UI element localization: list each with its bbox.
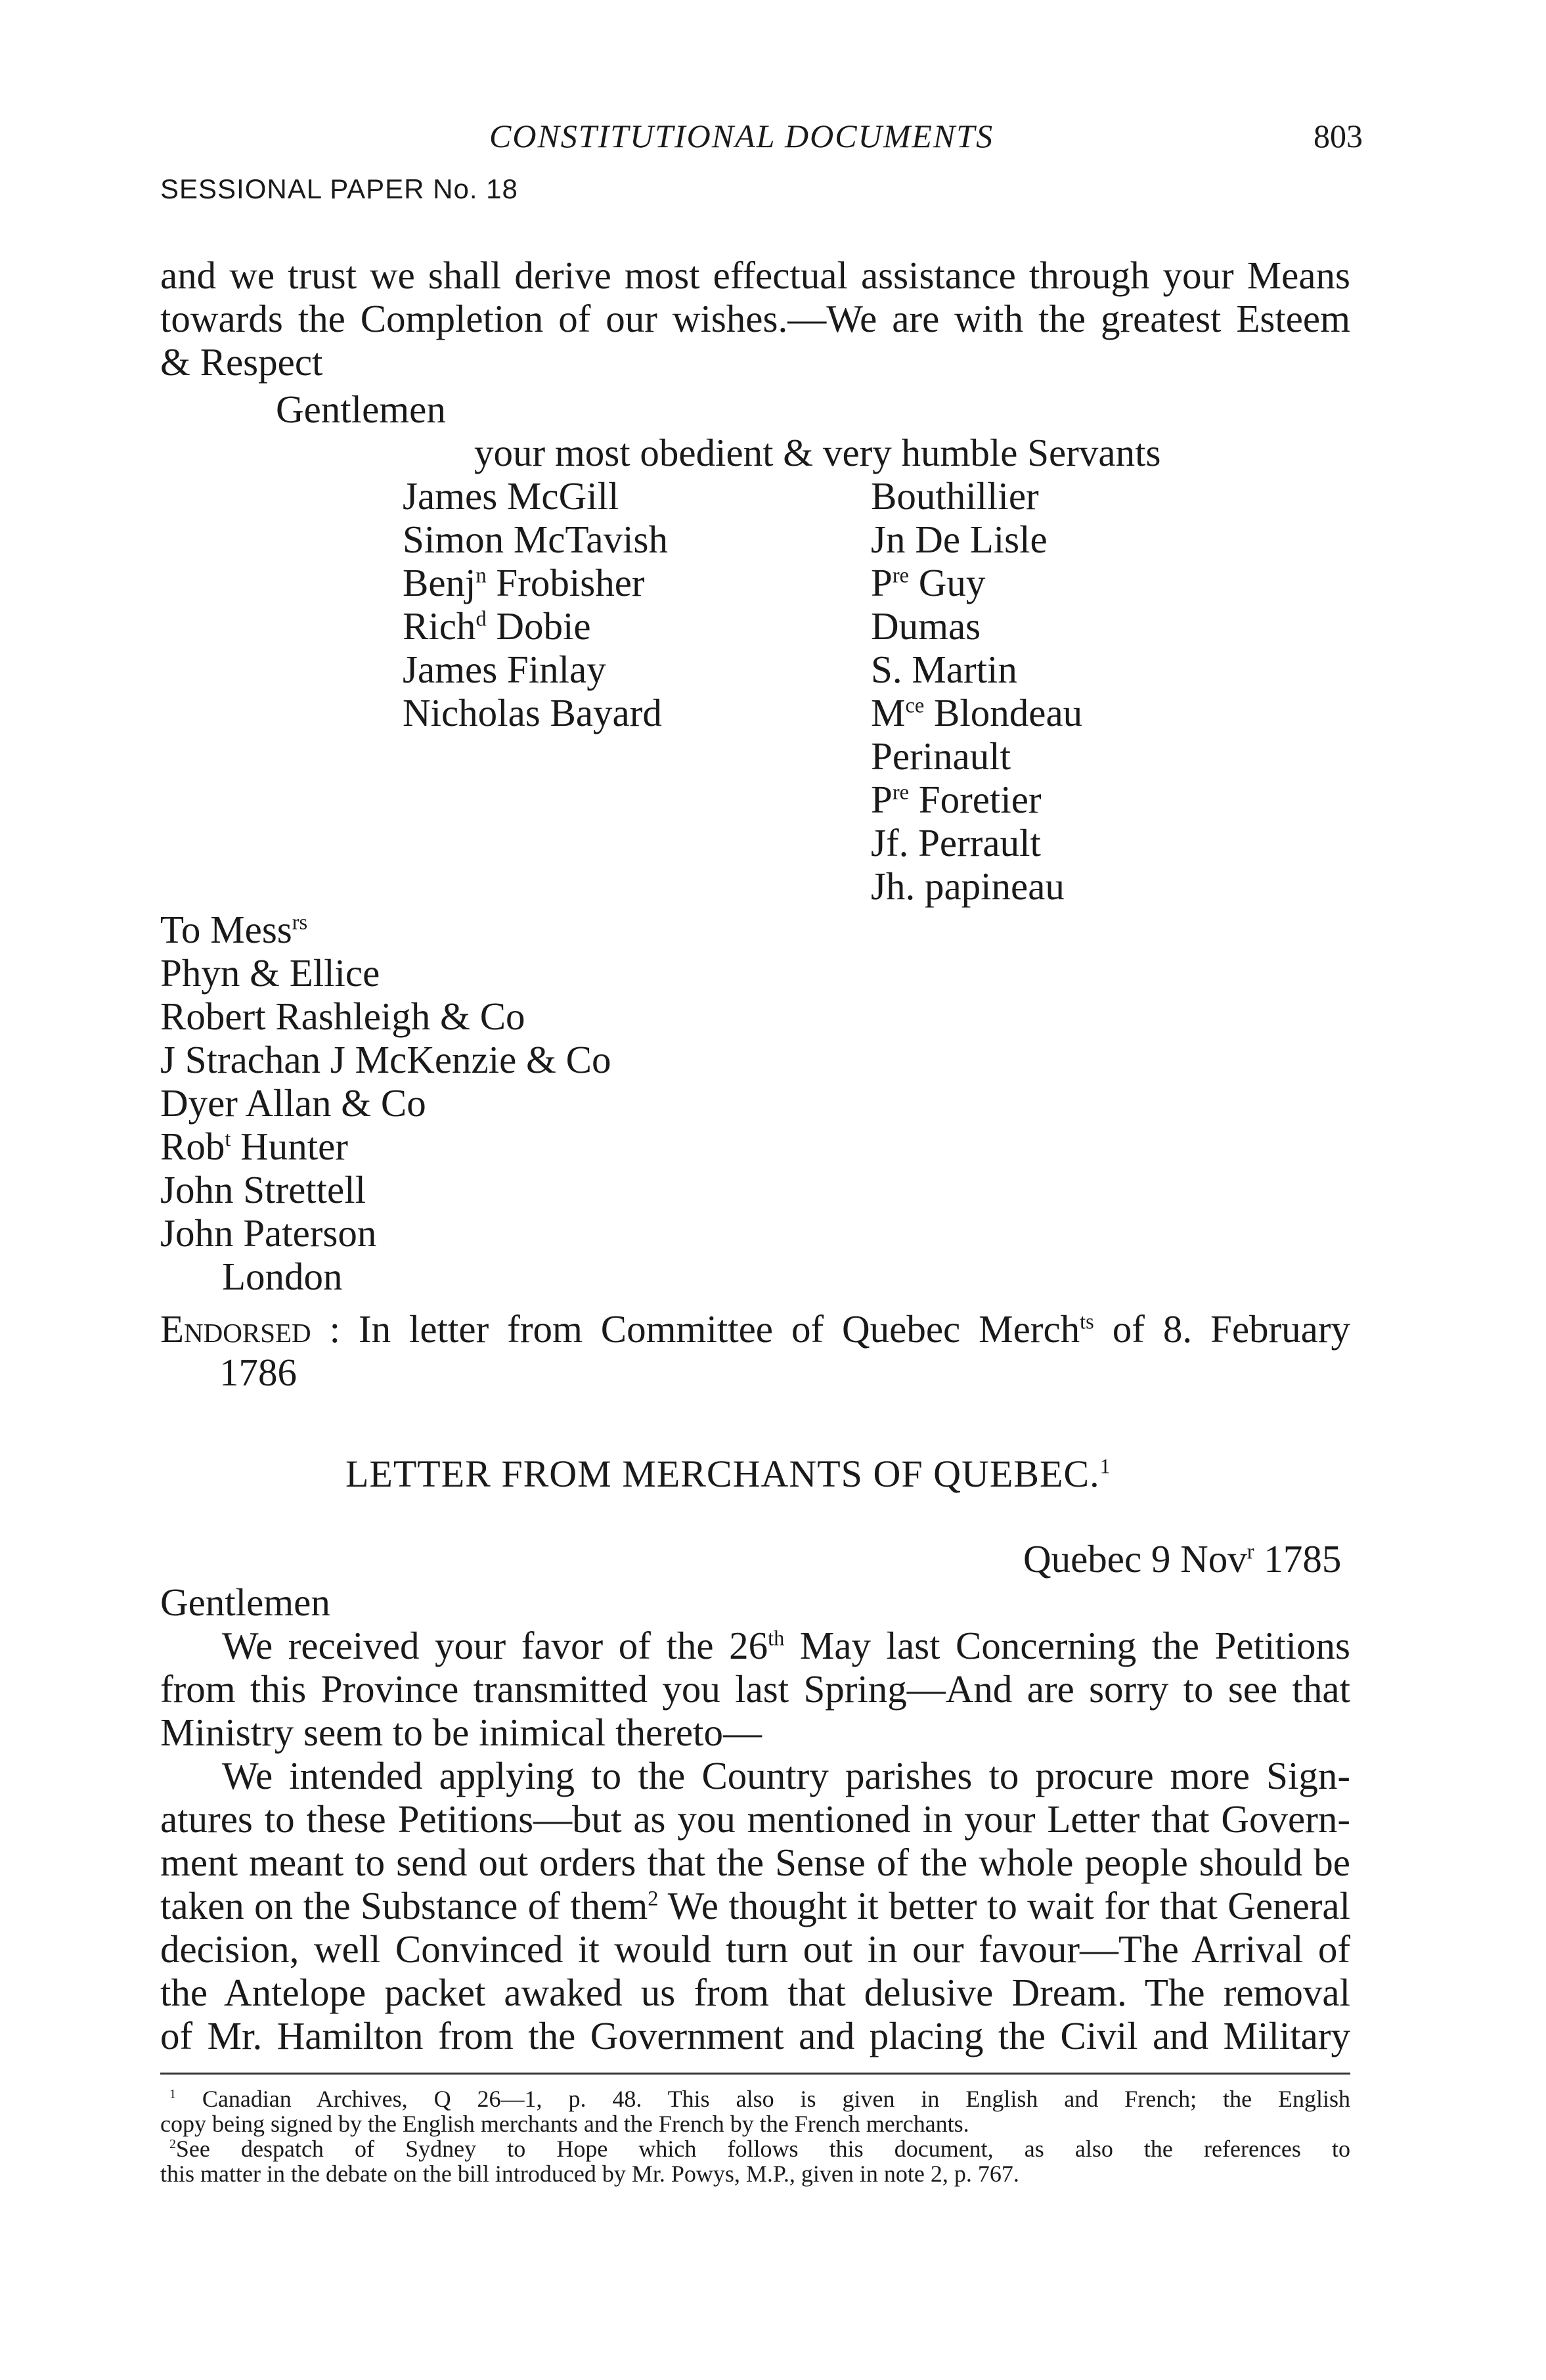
footnote-marker: 1 <box>1099 1454 1111 1478</box>
addressee-line: Rob$^t$ Hunter <box>160 1125 348 1168</box>
text-line: ment meant to send out orders that the Sense of the whole people should be <box>160 1841 1350 1884</box>
text-line: & Respect <box>160 340 323 384</box>
addressee-city: London <box>222 1255 343 1298</box>
footnote-marker: 2 <box>648 1887 659 1911</box>
text-line: decision, well Convinced it would turn out in our favour—The Arrival of <box>160 1927 1350 1971</box>
addressee-line: John Paterson <box>160 1211 377 1255</box>
letter2-salutation: Gentlemen <box>160 1581 330 1624</box>
endorsed-label: Endorsed <box>160 1307 311 1351</box>
addressee-line: Phyn & Ellice <box>160 951 380 995</box>
signer-name: Rich$^d$ Dobie <box>403 604 591 648</box>
addressee-line: To Mess$^{rs}$ <box>160 908 308 951</box>
signer-name: Nicholas Bayard <box>403 691 662 734</box>
text-line: We received your favor of the 26th May last Concerning the Petitions <box>222 1624 1350 1667</box>
text-line: and we trust we shall derive most effectual assistance through your Means <box>160 254 1350 297</box>
endorsement-line: Endorsed : In letter from Committee of Quebec Merch$^{ts}$ of 8. February <box>160 1307 1350 1351</box>
signers-right-column <box>871 474 1082 908</box>
signer-name: James Finlay <box>403 648 606 691</box>
text-line: atures to these Petitions—but as you mentioned in your Letter that Govern- <box>160 1797 1350 1841</box>
signer-name: Jh. papineau <box>871 864 1065 908</box>
footnote-1-line: $^1$ Canadian Archives, Q 26—1, p. 48. This also is given in English and French; the English <box>169 2086 1350 2112</box>
signers-left-column <box>403 474 668 734</box>
letter1-salutation: Gentlemen <box>276 388 446 431</box>
signer-name: Bouthillier <box>871 474 1039 518</box>
footnote-marker: 1 <box>169 2087 176 2101</box>
signer-name: Benj$^n$ Frobisher <box>403 561 645 604</box>
running-header-title: CONSTITUTIONAL DOCUMENTS <box>489 118 994 154</box>
addressee-line: John Strettell <box>160 1168 366 1211</box>
text-line: We intended applying to the Country parishes to procure more Sign- <box>222 1754 1350 1797</box>
addressee-line: Robert Rashleigh & Co <box>160 995 525 1038</box>
endorsement-year: 1786 <box>219 1351 297 1394</box>
signer-name: $P^{re}$ Guy <box>871 561 986 604</box>
signer-name: $P^{re}$ Foretier <box>871 778 1042 821</box>
signer-name: Simon McTavish <box>403 518 668 561</box>
signer-name: Jn De Lisle <box>871 518 1048 561</box>
text-line: of Mr. Hamilton from the Government and placing the Civil and Military <box>160 2014 1350 2057</box>
footnote-marker: 2 <box>169 2137 176 2151</box>
letter1-closing: your most obedient & very humble Servants <box>474 431 1161 474</box>
text-line: the Antelope packet awaked us from that delusive Dream. The removal <box>160 1971 1350 2014</box>
sessional-paper-label: SESSIONAL PAPER No. 18 <box>160 173 518 204</box>
signer-name: $M^{ce}$ Blondeau <box>871 691 1083 734</box>
footnote-1-line: copy being signed by the English merchants and the French by the French merchants. <box>160 2111 969 2137</box>
text-line: Ministry seem to be inimical thereto— <box>160 1711 762 1754</box>
signer-name: Perinault <box>871 734 1011 778</box>
footnote-divider <box>160 2073 1350 2075</box>
page-number: 803 <box>1314 118 1363 154</box>
letter2-dateline: Quebec 9 Nov$^r$ 1785 <box>1023 1537 1342 1581</box>
signer-name: Dumas <box>871 604 981 648</box>
addressee-block <box>160 908 611 1255</box>
section-heading: LETTER FROM MERCHANTS OF QUEBEC.$^1$ <box>345 1452 1111 1495</box>
signer-name: James McGill <box>403 474 619 518</box>
text-line: taken on the Substance of them$^2$ We thought it better to wait for that General <box>160 1884 1350 1927</box>
footnote-2-line: $^2$See despatch of Sydney to Hope which follows this document, as also the references to <box>169 2136 1350 2162</box>
addressee-line: Dyer Allan & Co <box>160 1081 426 1125</box>
addressee-line: J Strachan J McKenzie & Co <box>160 1038 611 1081</box>
signer-name: Jf. Perrault <box>871 821 1041 864</box>
text-line: from this Province transmitted you last Spring—And are sorry to see that <box>160 1667 1350 1711</box>
footnote-2-line: this matter in the debate on the bill introduced by Mr. Powys, M.P., given in note 2, p. 767. <box>160 2161 1019 2187</box>
signer-name: S. Martin <box>871 648 1017 691</box>
text-line: towards the Completion of our wishes.—We are with the greatest Esteem <box>160 297 1350 340</box>
